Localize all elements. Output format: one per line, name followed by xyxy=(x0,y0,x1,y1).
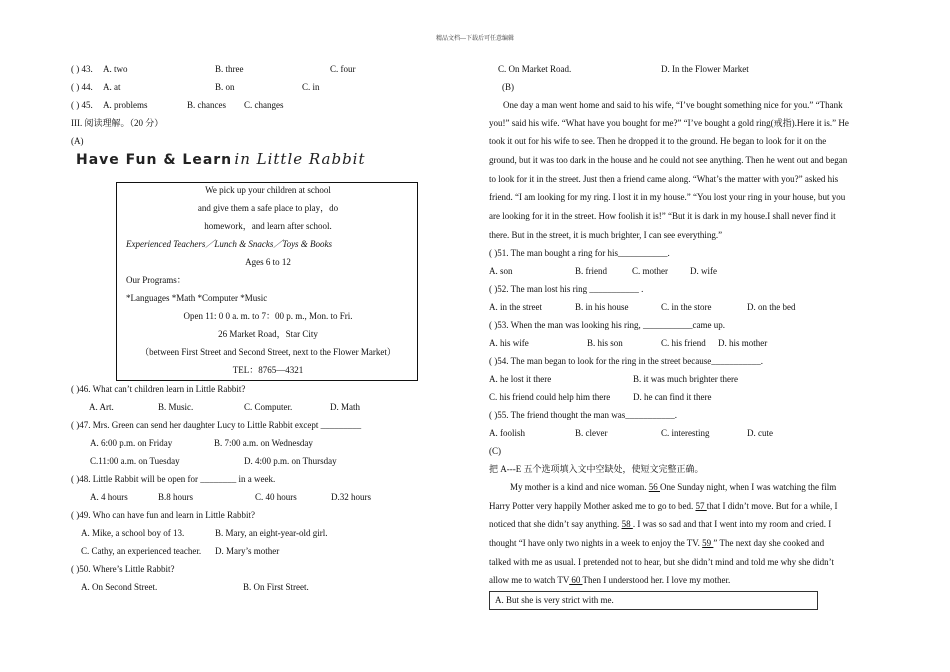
option-b[interactable]: B. in his house xyxy=(575,302,629,312)
blank-56[interactable]: 56 xyxy=(648,482,660,492)
option-c[interactable]: C. interesting xyxy=(661,428,710,438)
ad-line: 26 Market Road，Star City xyxy=(218,329,318,339)
question-47: ( )47. Mrs. Green can send her daughter Lucy to Little Rabbit except _________ xyxy=(71,420,362,430)
ad-line: *Languages *Math *Computer *Music xyxy=(126,293,268,303)
banner-part1: Have Fun & Learn xyxy=(76,152,233,168)
banner-part2: in Little Rabbit xyxy=(234,150,366,168)
option-d[interactable]: D. he can find it there xyxy=(633,392,712,402)
option-c[interactable]: C. in the store xyxy=(661,302,712,312)
option-c[interactable]: C. Computer. xyxy=(244,402,293,412)
option-c[interactable]: C. his friend could help him there xyxy=(489,392,611,402)
ad-line: Experienced Teachers／Lunch & Snacks／Toys & Books xyxy=(126,239,333,249)
ad-line: and give them a safe place to play，do xyxy=(197,203,339,213)
option-a[interactable]: A. On Second Street. xyxy=(81,582,158,592)
option-b[interactable]: B. friend xyxy=(575,266,607,276)
option-d[interactable]: D.32 hours xyxy=(331,492,371,502)
question-53: ( )53. When the man was looking his ring, ___________came up. xyxy=(489,320,726,330)
option-a[interactable]: A. in the street xyxy=(489,302,542,312)
option-d[interactable]: D. 4:00 p.m. on Thursday xyxy=(244,456,337,466)
option-d[interactable]: D. wife xyxy=(690,266,717,276)
ad-line: homework，and learn after school. xyxy=(204,221,332,231)
section-heading: III. 阅读理解。（20 分） xyxy=(71,118,164,128)
option-b[interactable]: B. 7:00 a.m. on Wednesday xyxy=(214,438,313,448)
option-d[interactable]: D. Math xyxy=(330,402,360,412)
option-b[interactable]: B. his son xyxy=(587,338,623,348)
blank-58[interactable]: 58 xyxy=(621,519,633,529)
option-box xyxy=(489,591,818,610)
ad-line: （between First Street and Second Street, next to the Flower Market） xyxy=(140,347,396,357)
option-d[interactable]: D. In the Flower Market xyxy=(661,64,749,74)
blank-60[interactable]: 60 xyxy=(569,575,583,585)
option-d[interactable]: D. his mother xyxy=(718,338,768,348)
story-line: you!” said his wife. “What have you bought for me?” “I’ve bought a gold ring(戒指).Here it is.” He xyxy=(489,118,849,128)
story-line: One day a man went home and said to his wife, “I’ve bought something nice for you.” “Thank xyxy=(503,100,843,110)
part-c-label: (C) xyxy=(489,446,501,456)
option-a[interactable]: A. Art. xyxy=(89,402,114,412)
option-c[interactable]: C. his friend xyxy=(661,338,706,348)
ad-line: TEL：8765—4321 xyxy=(232,365,304,375)
story-line: there. But in the street, it is much brighter, I can see everything.” xyxy=(489,230,723,240)
option-d[interactable]: D. Mary’s mother xyxy=(215,546,280,556)
story-line: to look for it in the street. Just then a friend came along. “What’s the matter with you?” asked his xyxy=(489,174,839,184)
blank-59[interactable]: 59 xyxy=(702,538,714,548)
option-a[interactable]: A. his wife xyxy=(489,338,529,348)
option-b[interactable]: B. On First Street. xyxy=(243,582,309,592)
option-a[interactable]: A. 4 hours xyxy=(90,492,128,502)
cloze-line: talked with me as usual. I pretended not to hear, but she didn’t mind and told me why she didn’t xyxy=(489,557,834,567)
question-55: ( )55. The friend thought the man was___________. xyxy=(489,410,678,420)
question-54: ( )54. The man began to look for the ring in the street because___________. xyxy=(489,356,764,366)
option-b[interactable]: B. three xyxy=(215,64,244,74)
blank-57[interactable]: 57 xyxy=(695,501,707,511)
story-line: ground, but it was too dark in the house and he could not see anything. Then he went out and began xyxy=(489,155,848,165)
question-48: ( )48. Little Rabbit will be open for ________ in a week. xyxy=(71,474,276,484)
ad-line: Our Programs： xyxy=(126,275,186,285)
question-49: ( )49. Who can have fun and learn in Little Rabbit? xyxy=(71,510,256,520)
option-a[interactable]: A. son xyxy=(489,266,513,276)
story-line: friend. “I am looking for my ring. I lost it in my house.” “You lost your ring in your house, but you xyxy=(489,192,846,202)
option-b[interactable]: B. on xyxy=(215,82,235,92)
option-a[interactable]: A. he lost it there xyxy=(489,374,552,384)
option-c[interactable]: C. four xyxy=(330,64,356,74)
ad-line: Open 11: 0 0 a. m. to 7：00 p. m., Mon. to Fri. xyxy=(183,311,353,321)
cloze-line: noticed that she didn’t say anything. 58 . I was so sad and that I went into my room and cried. I xyxy=(489,519,832,529)
cloze-line: My mother is a kind and nice woman. 56 One Sunday night, when I was watching the film xyxy=(510,482,837,492)
question-50: ( )50. Where’s Little Rabbit? xyxy=(71,564,175,574)
story-line: are looking for it in the street. How foolish it is!” “But it is dark in my house.I shall never find it xyxy=(489,211,836,221)
option-a[interactable]: A. at xyxy=(103,82,121,92)
question-51: ( )51. The man bought a ring for his___________. xyxy=(489,248,670,258)
option-d[interactable]: D. on the bed xyxy=(747,302,796,312)
cloze-line: allow me to watch TV 60 Then I understood her. I love my mother. xyxy=(489,575,731,585)
option-c[interactable]: C. On Market Road. xyxy=(498,64,572,74)
ad-line: Ages 6 to 12 xyxy=(245,257,291,267)
question-52: ( )52. The man lost his ring ___________ . xyxy=(489,284,644,294)
part-a-label: (A) xyxy=(71,136,84,146)
option-d[interactable]: D. cute xyxy=(747,428,773,438)
option-c[interactable]: C. mother xyxy=(632,266,668,276)
option-a[interactable]: A. 6:00 p.m. on Friday xyxy=(90,438,173,448)
option-a[interactable]: A. two xyxy=(103,64,128,74)
option-b[interactable]: B. Mary, an eight-year-old girl. xyxy=(215,528,328,538)
option-c[interactable]: C. 40 hours xyxy=(255,492,297,502)
option-a-text: A. But she is very strict with me. xyxy=(495,595,614,605)
advertisement-box xyxy=(116,182,418,381)
ad-banner-title xyxy=(76,150,366,168)
part-b-label: (B) xyxy=(502,82,514,92)
page-header: 精品文档---下载后可任意编辑 xyxy=(436,36,514,42)
part-c-instruction: 把 A---E 五个选项填入文中空缺处，使短文完整正确。 xyxy=(489,464,704,474)
question-46: ( )46. What can’t children learn in Little Rabbit? xyxy=(71,384,246,394)
option-c[interactable]: C. changes xyxy=(244,100,284,110)
story-line: took it out for his wife to see. Then he dropped it to the ground. He began to look for it on the xyxy=(489,136,827,146)
option-a[interactable]: A. Mike, a school boy of 13. xyxy=(81,528,185,538)
option-b[interactable]: B. clever xyxy=(575,428,608,438)
option-b[interactable]: B.8 hours xyxy=(158,492,194,502)
cloze-line: Harry Potter very happily Mother asked me to go to bed. 57 that I didn’t move. But for a while, I xyxy=(489,501,838,511)
option-c[interactable]: C. Cathy, an experienced teacher. xyxy=(81,546,202,556)
option-b[interactable]: B. chances xyxy=(187,100,226,110)
option-c[interactable]: C. in xyxy=(302,82,320,92)
option-a[interactable]: A. foolish xyxy=(489,428,525,438)
option-a[interactable]: A. problems xyxy=(103,100,148,110)
option-c[interactable]: C.11:00 a.m. on Tuesday xyxy=(90,456,180,466)
option-b[interactable]: B. it was much brighter there xyxy=(633,374,738,384)
ad-line: We pick up your children at school xyxy=(205,185,331,195)
cloze-line: thought “I have only two nights in a week to enjoy the TV. 59 ” The next day she cooked and xyxy=(489,538,825,548)
option-b[interactable]: B. Music. xyxy=(158,402,194,412)
